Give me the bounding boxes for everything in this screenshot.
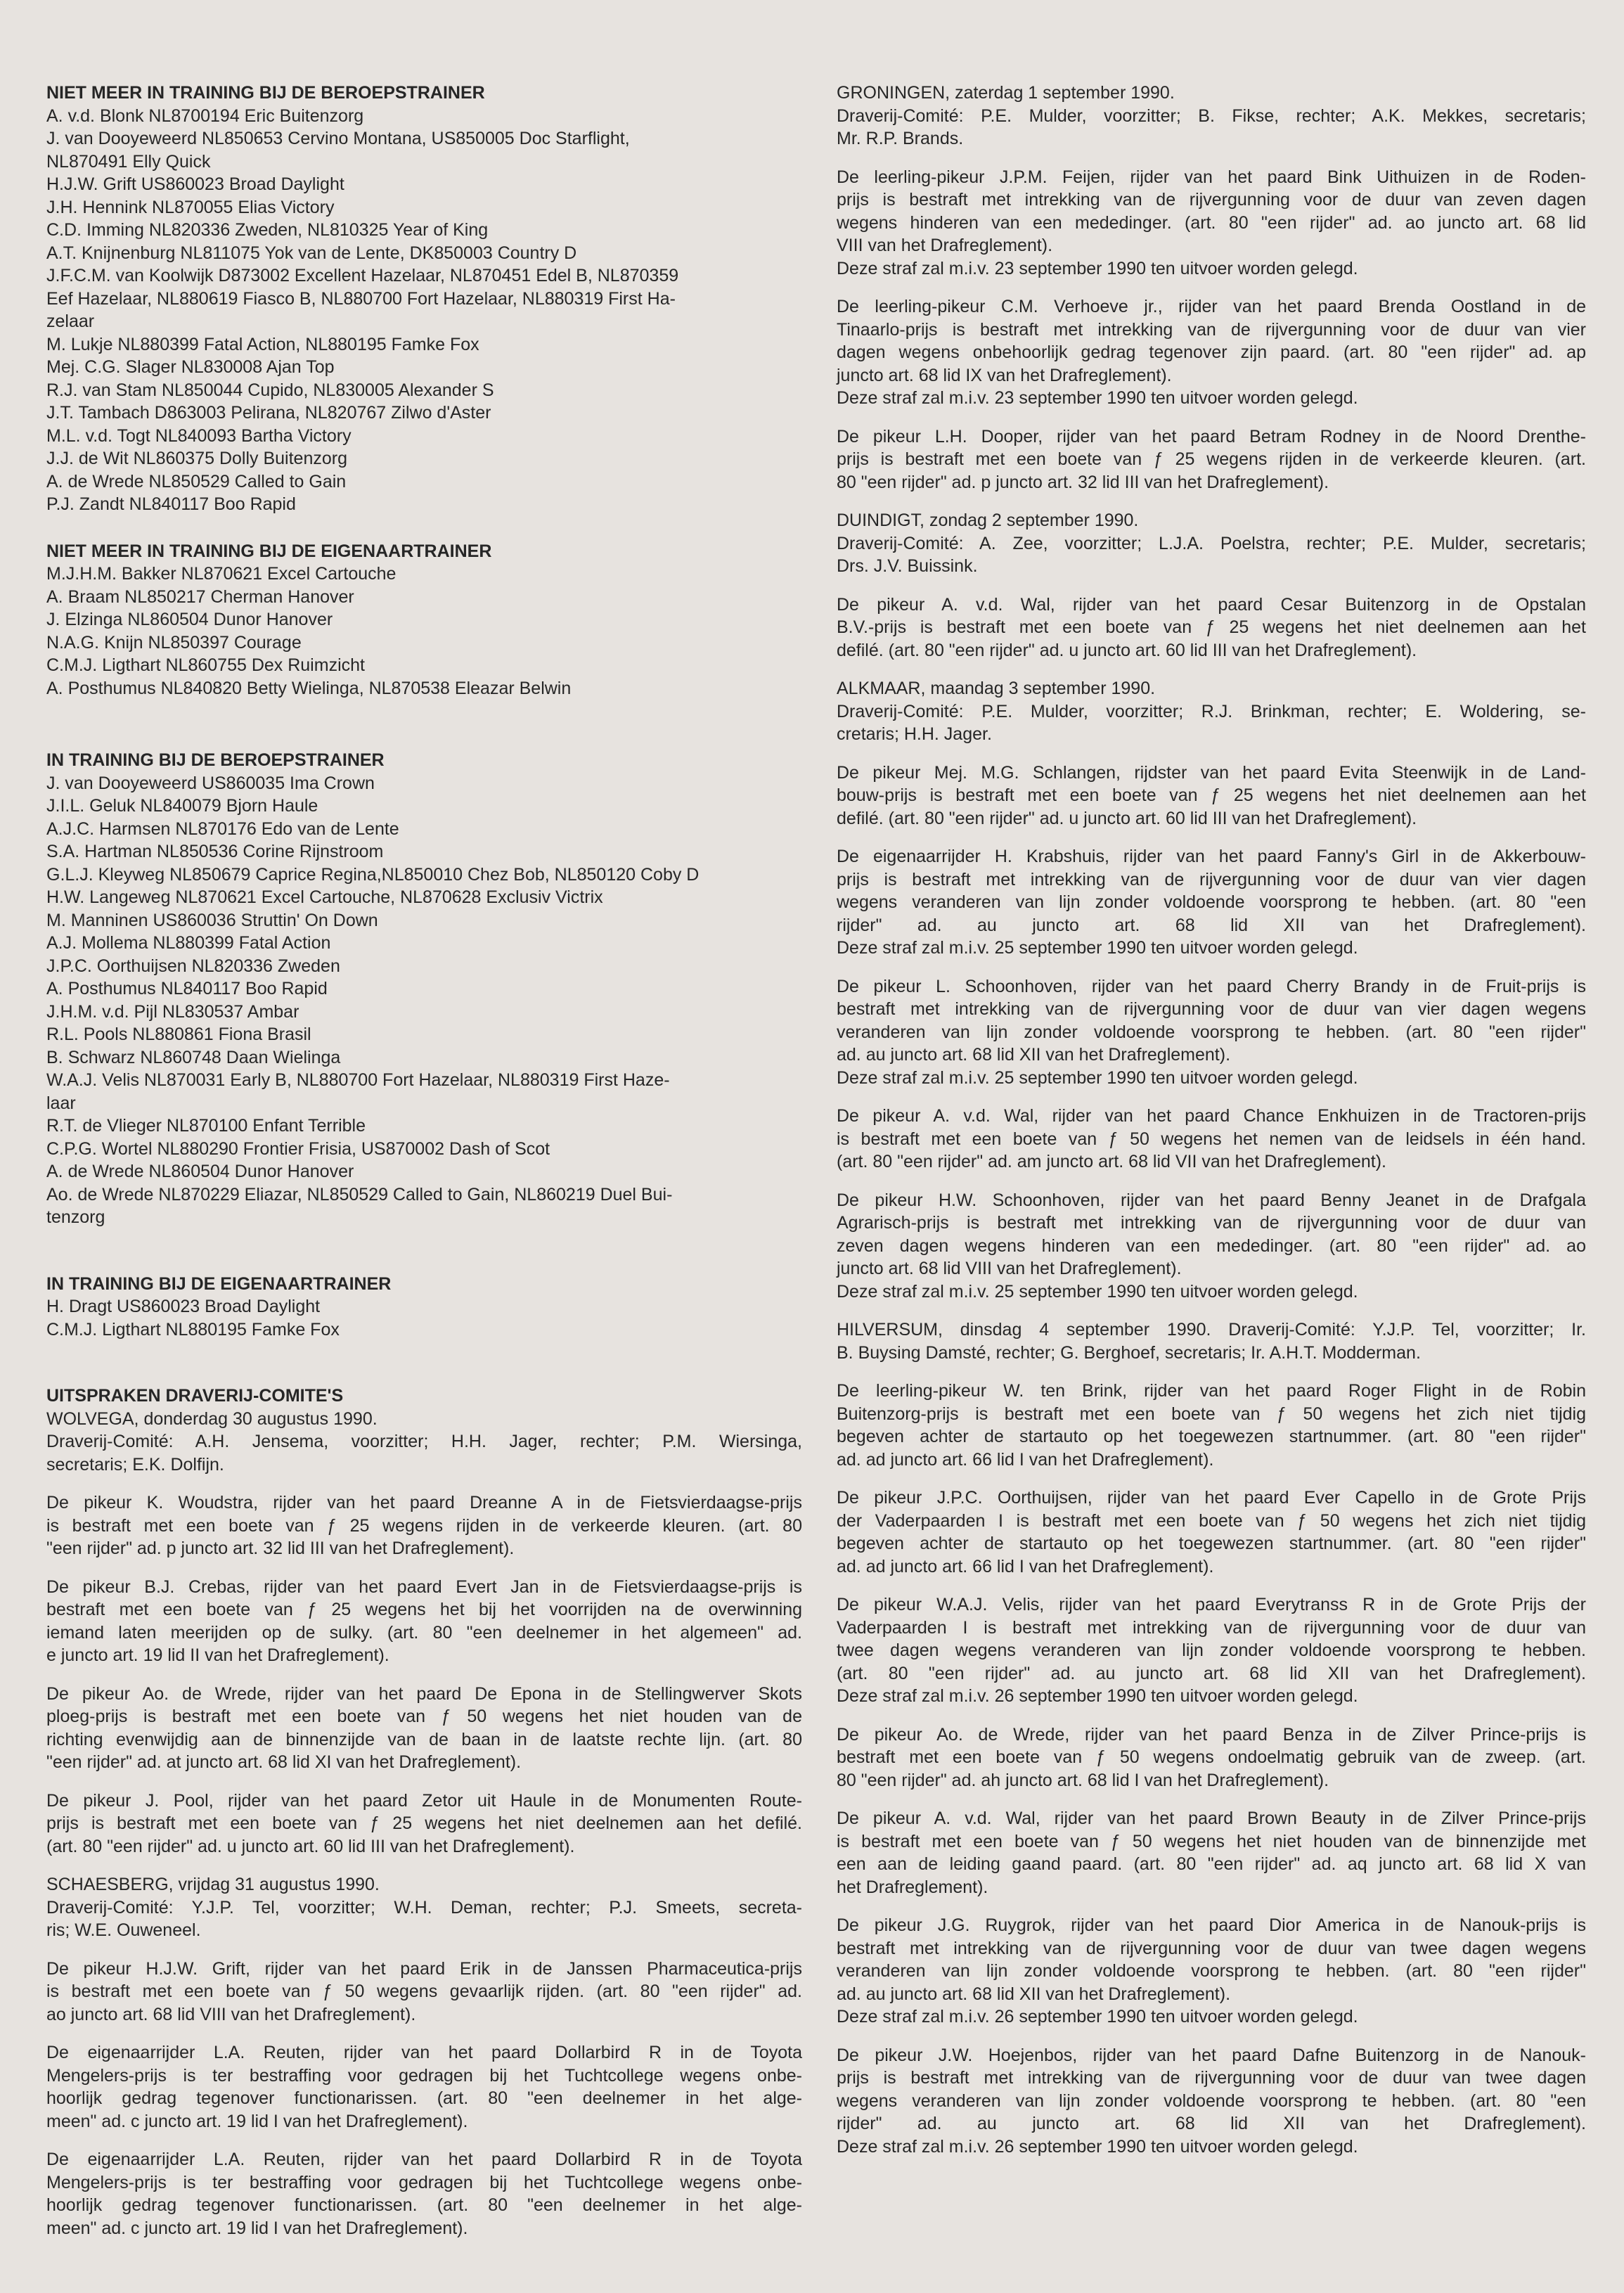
text-line: laar [46,1093,76,1113]
text-line: veranderen van lijn zonder voldoende voorsprong te hebben. (art. 80 "een rijder" [837,1022,1586,1042]
text-line: De pikeur J.G. Ruygrok, rijder van het paard Dior America in de Nanouk-prijs is [837,1915,1586,1935]
text-line: iemand laten meerijden op de sulky. (art. 80 "een deelnemer in het algemeen" ad. [46,1622,802,1643]
text-line: De pikeur L. Schoonhoven, rijder van het paard Cherry Brandy in de Fruit-prijs is [837,976,1586,996]
text-line: De pikeur H.J.W. Grift, rijder van het paard Erik in de Janssen Pharmaceutica-prijs [46,1958,802,1979]
meeting-header [837,677,1586,746]
text-line: De pikeur J.W. Hoejenbos, rijder van het paard Dafne Buitenzorg in de Nanouk- [837,2045,1586,2065]
text-line: A.T. Knijnenburg NL811075 Yok van de Lente, DK850003 Country D [46,243,577,263]
text-line: M. Lukje NL880399 Fatal Action, NL880195 Famke Fox [46,334,479,354]
text-line: SCHAESBERG, vrijdag 31 augustus 1990. [46,1875,380,1894]
text-line: H.J.W. Grift US860023 Broad Daylight [46,174,344,194]
text-line: Drs. J.V. Buissink. [837,556,978,576]
text-line: juncto art. 68 lid VIII van het Drafreglement). [837,1259,1182,1278]
text-line: De pikeur B.J. Crebas, rijder van het paard Evert Jan in de Fietsvierdaagse-prijs is [46,1576,802,1597]
text-line: (art. 80 "een rijder" ad. au juncto art. 68 lid XII van het Drafreglement). [837,1663,1586,1683]
text-line: Deze straf zal m.i.v. 26 september 1990 ten uitvoer worden gelegd. [837,1686,1358,1706]
text-line: NL870491 Elly Quick [46,151,211,172]
text-line: A. Posthumus NL840117 Boo Rapid [46,979,328,998]
text-line: is bestraft met een boete van ƒ 50 wegens gevaarlijk rijden. (art. 80 "een rijder" ad. [46,1982,802,2001]
text-line: Draverij-Comité: P.E. Mulder, voorzitter; B. Fikse, rechter; A.K. Mekkes, secretaris; [837,105,1586,126]
text-line: C.M.J. Ligthart NL880195 Famke Fox [46,1319,340,1340]
text-line: M. Manninen US860036 Struttin' On Down [46,910,378,930]
text-line: ALKMAAR, maandag 3 september 1990. [837,679,1156,698]
text-line: A. v.d. Blonk NL8700194 Eric Buitenzorg [46,105,364,126]
text-line: een aan de leiding gaand paard. (art. 80 "een rijder" ad. aq juncto art. 68 lid X van [837,1854,1586,1874]
section-verdicts [46,1385,802,1476]
text-line: bestraft met intrekking van de rijvergunning voor de duur van vier dagen wegens [837,999,1586,1019]
text-line: prijs is bestraft met een boete van ƒ 25 wegens rijden in de verkeerde kleuren. (art. [837,449,1586,469]
verdict-paragraph [46,1790,802,1858]
text-line: De eigenaarrijder L.A. Reuten, rijder van het paard Dollarbird R in de Toyota [46,2150,802,2169]
verdict-paragraph [46,1958,802,2027]
text-line: bestraft met een boete van ƒ 50 wegens ondoelmatig gebruik van de zweep. (art. [837,1747,1586,1767]
verdict-paragraph [837,2044,1586,2159]
text-line: hoorlijk gedrag tegenover functionarissen. (art. 80 "een deelnemer in het alge- [46,2195,802,2215]
verdict-paragraph [46,2041,802,2133]
text-line: defilé. (art. 80 "een rijder" ad. u juncto art. 60 lid III van het Drafreglement). [837,808,1417,828]
verdict-paragraph [837,295,1586,410]
text-line: De pikeur J.P.C. Oorthuijsen, rijder van het paard Ever Capello in de Grote Prijs [837,1488,1586,1508]
text-line: De pikeur A. v.d. Wal, rijder van het paard Cesar Buitenzorg in de Opstalan [837,594,1586,615]
section-not-in-training-owner [46,540,802,700]
text-line: De pikeur J. Pool, rijder van het paard Zetor uit Haule in de Monumenten Route- [46,1790,802,1811]
text-line: De eigenaarrijder H. Krabshuis, rijder van het paard Fanny's Girl in de Akkerbouw- [837,847,1586,866]
meeting-header [837,1318,1586,1364]
text-line: ad. au juncto art. 68 lid XII van het Drafreglement). [837,1045,1231,1065]
text-line: W.A.J. Velis NL870031 Early B, NL880700 Fort Hazelaar, NL880319 First Haze- [46,1070,670,1090]
text-line: M.J.H.M. Bakker NL870621 Excel Cartouche [46,564,397,584]
section-heading: UITSPRAKEN DRAVERIJ-COMITE'S [46,1386,344,1406]
entry-list [46,563,802,700]
text-line: ploeg-prijs is bestraft met een boete van ƒ 50 wegens het niet houden van de [46,1707,802,1726]
text-line: Buitenzorg-prijs is bestraft met een boete van ƒ 50 wegens het zich niet tijdig [837,1404,1586,1424]
text-line: zelaar [46,311,95,331]
verdict-paragraph [837,166,1586,281]
text-line: ad. au juncto art. 68 lid XII van het Drafreglement). [837,1984,1231,2004]
text-line: is bestraft met een boete van ƒ 50 wegens het niet houden van de binnenzijde met [837,1831,1586,1851]
left-column [46,82,802,2240]
text-line: C.D. Imming NL820336 Zweden, NL810325 Year of King [46,220,489,240]
text-line: A.J.C. Harmsen NL870176 Edo van de Lente [46,818,399,839]
text-line: Deze straf zal m.i.v. 26 september 1990 ten uitvoer worden gelegd. [837,2136,1358,2157]
text-line: C.P.G. Wortel NL880290 Frontier Frisia, US870002 Dash of Scot [46,1138,550,1159]
text-line: P.J. Zandt NL840117 Boo Rapid [46,494,296,514]
verdict-paragraph [837,1723,1586,1792]
text-line: Agrarisch-prijs is bestraft met intrekking van de rijvergunning voor de duur van [837,1213,1586,1233]
text-line: prijs is bestraft met een boete van ƒ 25 wegens het niet deelnemen aan het defilé. [46,1813,802,1833]
text-line: M.L. v.d. Togt NL840093 Bartha Victory [46,425,352,446]
text-line: J. Elzinga NL860504 Dunor Hanover [46,610,333,629]
text-line: is bestraft met een boete van ƒ 50 wegens het nemen van de leidsels in één hand. [837,1129,1586,1149]
text-line: ad. ad juncto art. 66 lid I van het Drafreglement). [837,1449,1214,1470]
text-line: De pikeur H.W. Schoonhoven, rijder van het paard Benny Jeanet in de Drafgala [837,1190,1586,1210]
text-line: twee dagen wegens veranderen van lijn zonder voldoende voorsprong te hebben. [837,1640,1586,1660]
text-line: De pikeur A. v.d. Wal, rijder van het paard Brown Beauty in de Zilver Prince-prijs [837,1809,1586,1828]
text-line: J. van Dooyeweerd US860035 Ima Crown [46,773,375,793]
text-line: begeven achter de startauto op het toegewezen startnummer. (art. 80 "een rijder" [837,1427,1586,1446]
verdict-paragraph [46,1491,802,1560]
text-line: ris; W.E. Ouweneel. [46,1920,201,1940]
text-line: A. de Wrede NL850529 Called to Gain [46,471,347,492]
text-line: tenzorg [46,1207,105,1227]
text-line: Draverij-Comité: Y.J.P. Tel, voorzitter; W.H. Deman, rechter; P.J. Smeets, secreta- [46,1897,802,1918]
verdict-paragraph [837,593,1586,662]
text-line: defilé. (art. 80 "een rijder" ad. u juncto art. 60 lid III van het Drafreglement). [837,640,1417,660]
text-line: De pikeur Ao. de Wrede, rijder van het paard De Epona in de Stellingwerver Skots [46,1683,802,1704]
text-line: De pikeur Ao. de Wrede, rijder van het paard Benza in de Zilver Prince-prijs is [837,1724,1586,1745]
text-line: der Vaderpaarden I is bestraft met een boete van ƒ 50 wegens het zich niet tijdig [837,1510,1586,1531]
section-in-training-owner [46,1273,802,1342]
text-line: J.H.M. v.d. Pijl NL830537 Ambar [46,1001,299,1022]
text-line: De leerling-pikeur C.M. Verhoeve jr., rijder van het paard Brenda Oostland in de [837,297,1586,316]
text-line: B. Schwarz NL860748 Daan Wielinga [46,1047,341,1067]
text-line: Deze straf zal m.i.v. 26 september 1990 ten uitvoer worden gelegd. [837,2007,1358,2027]
section-heading: IN TRAINING BIJ DE EIGENAARTRAINER [46,1273,392,1294]
text-line: veranderen van lijn zonder voldoende voorsprong te hebben. (art. 80 "een rijder" [837,1961,1586,1981]
verdict-paragraph [837,1486,1586,1578]
entry-list [46,772,802,1229]
text-line: Mengelers-prijs is ter bestraffing voor gedragen bij het Tuchtcollege wegens onbe- [46,2172,802,2192]
text-line: zeven dagen wegens hinderen van een mededinger. (art. 80 "een rijder" ad. ao [837,1235,1586,1256]
text-line: 80 "een rijder" ad. p juncto art. 32 lid III van het Drafreglement). [837,472,1329,492]
section-heading: NIET MEER IN TRAINING BIJ DE EIGENAARTRAINER [46,541,492,561]
text-line: e juncto art. 19 lid II van het Drafreglement). [46,1645,389,1665]
text-line: J.I.L. Geluk NL840079 Bjorn Haule [46,796,318,816]
text-line: bestraft met een boete van ƒ 25 wegens het bij het voorrijden na de overwinning [46,1600,802,1619]
text-line: J.P.C. Oorthuijsen NL820336 Zweden [46,956,340,976]
meeting-header [837,509,1586,578]
right-column [837,82,1586,2158]
text-line: Vaderpaarden I is bestraft met intrekking van de rijvergunning voor de duur van [837,1617,1586,1638]
text-line: Deze straf zal m.i.v. 23 september 1990 ten uitvoer worden gelegd. [837,388,1358,408]
verdict-paragraph [837,975,1586,1090]
text-line: wegens veranderen van lijn zonder voldoende voorsprong te hebben. (art. 80 "een [837,892,1586,912]
text-line: "een rijder" ad. at juncto art. 68 lid XI van het Drafreglement). [46,1752,522,1772]
section-heading: IN TRAINING BIJ DE BEROEPSTRAINER [46,750,385,770]
verdict-paragraph [837,1914,1586,2029]
verdict-paragraph [46,1683,802,1774]
text-line: Draverij-Comité: A.H. Jensema, voorzitter; H.H. Jager, rechter; P.M. Wiersinga, [46,1432,802,1451]
text-line: N.A.G. Knijn NL850397 Courage [46,632,302,653]
text-line: juncto art. 68 lid IX van het Drafreglement). [837,365,1172,385]
text-line: J.J. de Wit NL860375 Dolly Buitenzorg [46,449,347,468]
text-line: WOLVEGA, donderdag 30 augustus 1990. [46,1408,378,1429]
text-line: meen" ad. c juncto art. 19 lid I van het Drafreglement). [46,2111,468,2131]
text-line: hoorlijk gedrag tegenover functionarissen. (art. 80 "een deelnemer in het alge- [46,2088,802,2108]
text-line: De eigenaarrijder L.A. Reuten, rijder van het paard Dollarbird R in de Toyota [46,2043,802,2062]
verdict-paragraph [46,2148,802,2240]
verdict-paragraph [837,762,1586,830]
text-line: Deze straf zal m.i.v. 25 september 1990 ten uitvoer worden gelegd. [837,1067,1358,1088]
text-line: B. Buysing Damsté, rechter; G. Berghoef, secretaris; Ir. A.H.T. Modderman. [837,1342,1421,1363]
text-line: richting evenwijdig aan de binnenzijde van de baan in de laatste rechte lijn. (art. 80 [46,1729,802,1749]
verdict-paragraph [837,1807,1586,1899]
section-in-training-professional [46,749,802,1229]
text-line: wegens hinderen van een mededinger. (art. 80 "een rijder" ad. ao juncto art. 68 lid [837,212,1586,233]
text-line: prijs is bestraft met intrekking van de rijvergunning voor de duur van zeven dagen [837,190,1586,210]
verdict-paragraph [837,1189,1586,1304]
text-line: Draverij-Comité: P.E. Mulder, voorzitter; R.J. Brinkman, rechter; E. Woldering, se- [837,701,1586,721]
text-line: Deze straf zal m.i.v. 25 september 1990 ten uitvoer worden gelegd. [837,1281,1358,1302]
text-line: De pikeur A. v.d. Wal, rijder van het paard Chance Enkhuizen in de Tractoren-prijs [837,1106,1586,1126]
text-line: Eef Hazelaar, NL880619 Fiasco B, NL880700 Fort Hazelaar, NL880319 First Ha- [46,288,676,309]
section-heading: NIET MEER IN TRAINING BIJ DE BEROEPSTRAINER [46,83,485,103]
text-line: Tinaarlo-prijs is bestraft met intrekking van de rijvergunning voor de duur van vier [837,319,1586,340]
verdict-paragraph [46,1576,802,1667]
text-line: (art. 80 "een rijder" ad. am juncto art. 68 lid VII van het Drafreglement). [837,1152,1387,1171]
text-line: De pikeur W.A.J. Velis, rijder van het paard Everytranss R in de Grote Prijs der [837,1595,1586,1614]
text-line: prijs is bestraft met intrekking van de rijvergunning voor de duur van twee dagen [837,2068,1586,2088]
text-line: J. van Dooyeweerd NL850653 Cervino Montana, US850005 Doc Starflight, [46,129,630,148]
text-line: HILVERSUM, dinsdag 4 september 1990. Draverij-Comité: Y.J.P. Tel, voorzitter; Ir. [837,1320,1586,1340]
text-line: De leerling-pikeur J.P.M. Feijen, rijder van het paard Bink Uithuizen in de Roden- [837,167,1586,187]
text-line: C.M.J. Ligthart NL860755 Dex Ruimzicht [46,655,365,675]
verdict-paragraph [837,1380,1586,1471]
text-line: R.T. de Vlieger NL870100 Enfant Terrible [46,1116,366,1136]
text-line: ao juncto art. 68 lid VIII van het Drafreglement). [46,2004,416,2024]
text-line: wegens veranderen van lijn zonder voldoende voorsprong te hebben. (art. 80 "een [837,2090,1586,2111]
text-line: prijs is bestraft met intrekking van de rijvergunning voor de duur van vier dagen [837,869,1586,889]
section-not-in-training-professional [46,82,802,516]
text-line: rijder" ad. au juncto art. 68 lid XII van het Drafreglement). [837,2114,1586,2133]
text-line: A. de Wrede NL860504 Dunor Hanover [46,1162,354,1181]
text-line: Draverij-Comité: A. Zee, voorzitter; L.J.A. Poelstra, rechter; P.E. Mulder, secretaris; [837,533,1586,553]
text-line: H.W. Langeweg NL870621 Excel Cartouche, NL870628 Exclusiv Victrix [46,887,603,907]
text-line: De pikeur L.H. Dooper, rijder van het paard Betram Rodney in de Noord Drenthe- [837,426,1586,447]
text-line: secretaris; E.K. Dolfijn. [46,1454,224,1475]
text-line: meen" ad. c juncto art. 19 lid I van het Drafreglement). [46,2218,468,2238]
text-line: R.L. Pools NL880861 Fiona Brasil [46,1025,311,1044]
text-line: De leerling-pikeur W. ten Brink, rijder van het paard Roger Flight in de Robin [837,1381,1586,1401]
text-line: J.H. Hennink NL870055 Elias Victory [46,197,335,217]
entry-list [46,1295,802,1341]
text-line: De pikeur Mej. M.G. Schlangen, rijdster van het paard Evita Steenwijk in de Land- [837,762,1586,783]
text-line: VIII van het Drafreglement). [837,236,1053,255]
text-line: GRONINGEN, zaterdag 1 september 1990. [837,83,1175,103]
text-line: S.A. Hartman NL850536 Corine Rijnstroom [46,842,384,861]
text-line: "een rijder" ad. p juncto art. 32 lid III van het Drafreglement). [46,1539,515,1558]
meeting-header [837,82,1586,150]
text-line: H. Dragt US860023 Broad Daylight [46,1297,321,1316]
text-line: A. Braam NL850217 Cherman Hanover [46,586,354,607]
text-line: cretaris; H.H. Jager. [837,724,992,744]
meeting-header [46,1408,802,1477]
text-line: is bestraft met een boete van ƒ 25 wegens rijden in de verkeerde kleuren. (art. 80 [46,1515,802,1536]
text-line: R.J. van Stam NL850044 Cupido, NL830005 Alexander S [46,380,494,400]
text-line: J.T. Tambach D863003 Pelirana, NL820767 Zilwo d'Aster [46,403,491,423]
text-line: dagen wegens onbehoorlijk gedrag tegenover zijn paard. (art. 80 "een rijder" ad. ap [837,342,1586,362]
text-line: De pikeur K. Woudstra, rijder van het paard Dreanne A in de Fietsvierdaagse-prijs [46,1493,802,1512]
text-line: Deze straf zal m.i.v. 23 september 1990 ten uitvoer worden gelegd. [837,258,1358,278]
text-line: bestraft met intrekking van de rijvergunning voor de duur van twee dagen wegens [837,1938,1586,1958]
text-line: DUINDIGT, zondag 2 september 1990. [837,510,1139,530]
text-line: begeven achter de startauto op het toegewezen startnummer. (art. 80 "een rijder" [837,1534,1586,1553]
text-line: G.L.J. Kleyweg NL850679 Caprice Regina,NL850010 Chez Bob, NL850120 Coby D [46,864,700,885]
verdict-paragraph [837,425,1586,494]
text-line: J.F.C.M. van Koolwijk D873002 Excellent Hazelaar, NL870451 Edel B, NL870359 [46,266,679,285]
text-line: Deze straf zal m.i.v. 25 september 1990 ten uitvoer worden gelegd. [837,938,1358,958]
text-line: het Drafreglement). [837,1877,988,1897]
text-line: Mej. C.G. Slager NL830008 Ajan Top [46,357,335,377]
entry-list [46,105,802,516]
verdict-paragraph [837,845,1586,960]
text-line: rijder" ad. au juncto art. 68 lid XII van het Drafreglement). [837,915,1586,935]
text-line: 80 "een rijder" ad. ah juncto art. 68 lid I van het Drafreglement). [837,1770,1329,1790]
text-line: (art. 80 "een rijder" ad. u juncto art. 60 lid III van het Drafreglement). [46,1836,575,1856]
text-line: A.J. Mollema NL880399 Fatal Action [46,933,331,953]
text-line: ad. ad juncto art. 66 lid I van het Drafreglement). [837,1556,1214,1576]
text-line: A. Posthumus NL840820 Betty Wielinga, NL870538 Eleazar Belwin [46,678,572,698]
verdict-paragraph [837,1105,1586,1174]
verdict-paragraph [837,1593,1586,1708]
text-line: Mr. R.P. Brands. [837,129,964,148]
text-line: B.V.-prijs is bestraft met een boete van ƒ 25 wegens het niet deelnemen aan het [837,617,1586,637]
text-line: Ao. de Wrede NL870229 Eliazar, NL850529 Called to Gain, NL860219 Duel Bui- [46,1184,673,1205]
text-line: Mengelers-prijs is ter bestraffing voor gedragen bij het Tuchtcollege wegens onbe- [46,2065,802,2086]
meeting-header [46,1873,802,1942]
text-line: bouw-prijs is bestraft met een boete van ƒ 25 wegens het niet deelnemen aan het [837,785,1586,805]
